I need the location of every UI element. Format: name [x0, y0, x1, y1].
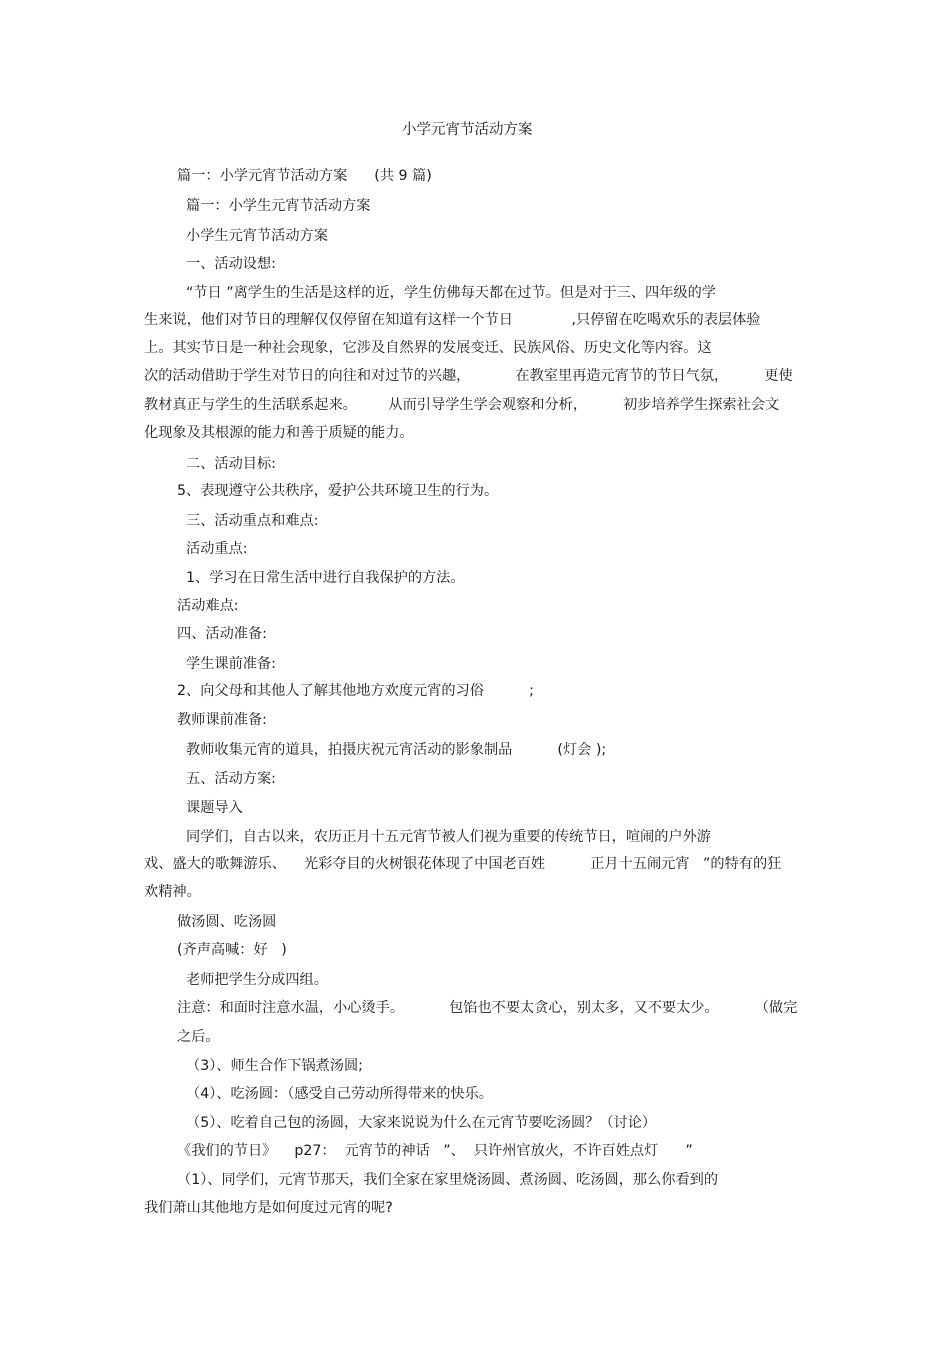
text-line: 次的活动借助于学生对节日的向往和对过节的兴趣， 在教室里再造元宵节的节日气氛， 更使	[144, 368, 793, 384]
doc-title: 小学元宵节活动方案	[402, 122, 533, 138]
text-line: 活动重点:	[186, 541, 248, 557]
text-line: 《我们的节日》 p27： 元宵节的神话 ”、 只许州官放火，不许百姓点灯 ”	[177, 1143, 693, 1159]
text-line: （3）、师生合作下锅煮汤圆;	[186, 1058, 363, 1074]
text-line: “节日 ”离学生的生活是这样的近，学生仿佛每天都在过节。但是对于三、四年级的学	[186, 285, 716, 301]
text-line: 教师收集元宵的道具，拍摄庆祝元宵活动的影象制品 (灯会 );	[186, 742, 607, 758]
text-line: （4）、吃汤圆：（感受自己劳动所得带来的快乐。	[186, 1086, 493, 1102]
text-line: 老师把学生分成四组。	[186, 972, 328, 988]
text-line: 生来说，他们对节日的理解仅仅停留在知道有这样一个节日 ,只停留在吃喝欢乐的表层体验	[144, 312, 761, 328]
text-line: 5、表现遵守公共秩序，爱护公共环境卫生的行为。	[177, 483, 499, 499]
text-line: 五、活动方案:	[186, 771, 276, 787]
text-line: 欢精神。	[144, 884, 201, 900]
text-line: 戏、盛大的歌舞游乐、 光彩夺目的火树银花体现了中国老百姓 正月十五闹元宵 ”的特有的狂	[144, 856, 782, 872]
text-line: 做汤圆、吃汤圆	[177, 914, 277, 930]
text-line: （1）、同学们，元宵节那天，我们全家在家里烧汤圆、煮汤圆、吃汤圆，那么你看到的	[177, 1172, 719, 1188]
text-line: 我们萧山其他地方是如何度过元宵的呢?	[144, 1200, 393, 1216]
text-line: 化现象及其根源的能力和善于质疑的能力。	[144, 425, 414, 441]
text-line: 教师课前准备:	[177, 712, 267, 728]
text-line: 一、活动设想:	[186, 256, 276, 272]
text-line: (齐声高喊：好 )	[177, 942, 287, 958]
text-line: 篇一：小学元宵节活动方案 (共 9 篇)	[177, 168, 432, 184]
text-line: 2、向父母和其他人了解其他地方欢度元宵的习俗 ;	[177, 683, 534, 699]
text-line: 同学们，自古以来，农历正月十五元宵节被人们视为重要的传统节日，喧闹的户外游	[186, 829, 711, 845]
text-line: （5）、吃着自己包的汤圆，大家来说说为什么在元宵节要吃汤圆？（讨论）	[186, 1115, 657, 1131]
text-line: 上。其实节日是一种社会现象，它涉及自然界的发展变迁、民族风俗、历史文化等内容。这	[144, 340, 712, 356]
text-line: 1、学习在日常生活中进行自我保护的方法。	[186, 570, 465, 586]
text-line: 小学生元宵节活动方案	[186, 228, 328, 244]
text-line: 活动难点:	[177, 598, 239, 614]
text-line: 注意：和面时注意水温，小心烫手。 包馅也不要太贪心，别太多，又不要太少。 （做完	[177, 1000, 798, 1016]
text-line: 学生课前准备:	[186, 656, 276, 672]
text-line: 篇一：小学生元宵节活动方案	[186, 198, 371, 214]
text-line: 课题导入	[186, 800, 243, 816]
text-line: 二、活动目标:	[186, 456, 276, 472]
text-line: 三、活动重点和难点:	[186, 513, 319, 529]
text-line: 教材真正与学生的生活联系起来。 从而引导学生学会观察和分析， 初步培养学生探索社会文	[144, 397, 780, 413]
text-line: 之后。	[177, 1029, 220, 1045]
text-line: 四、活动准备:	[177, 626, 267, 642]
